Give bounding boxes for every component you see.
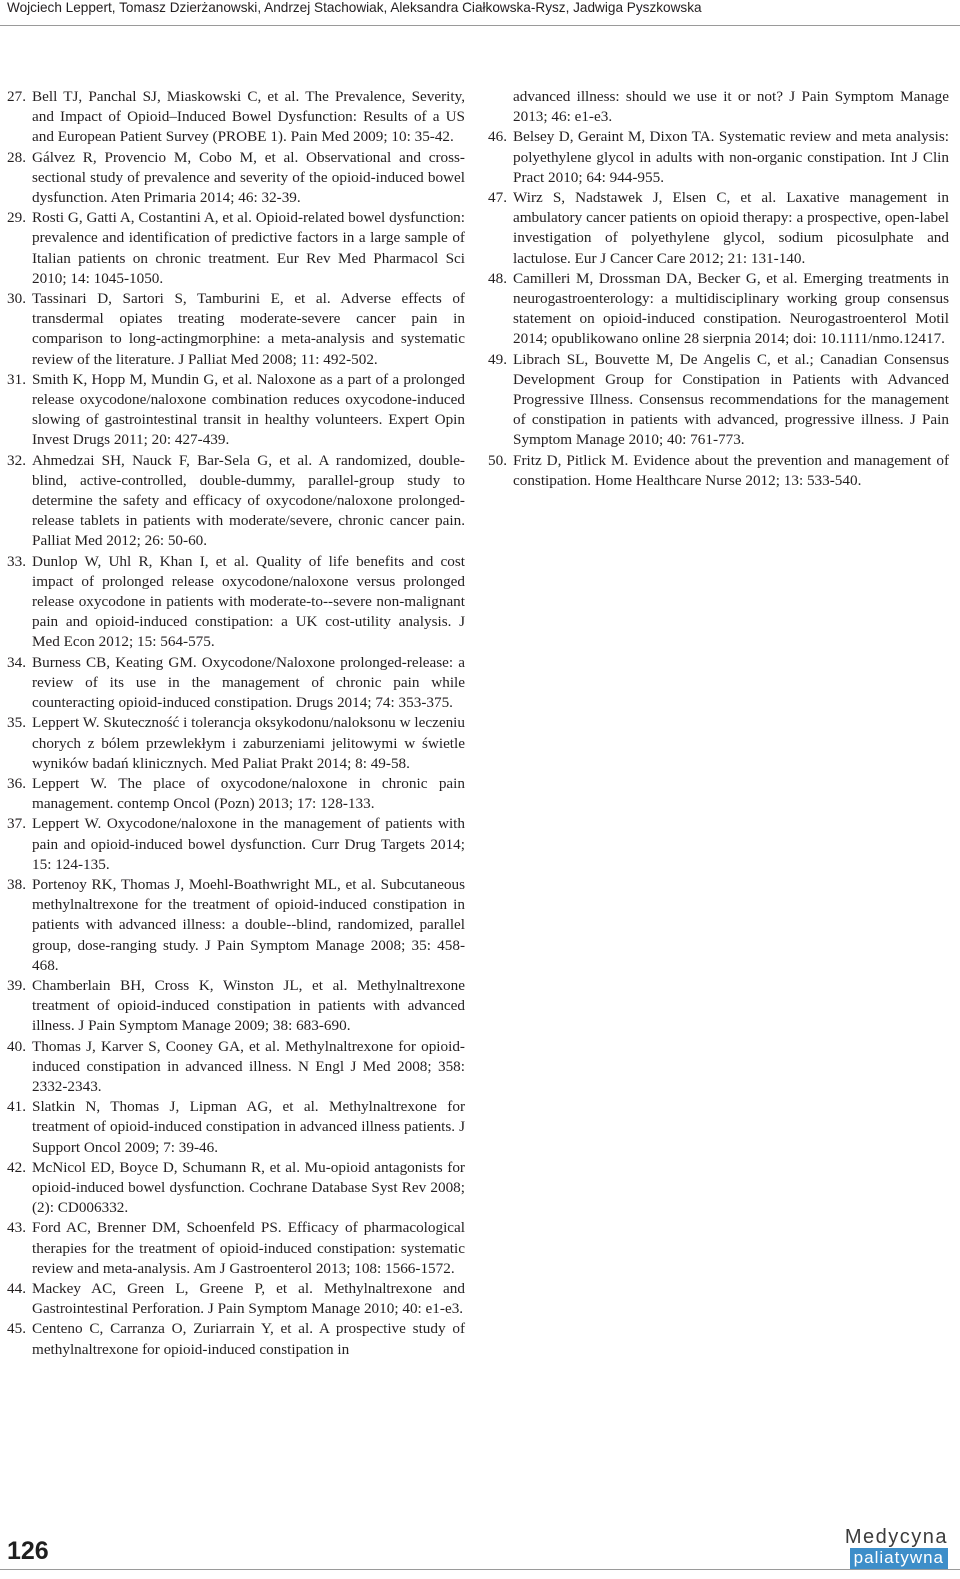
reference-number: 36. [7, 774, 26, 792]
reference-number: 32. [7, 451, 26, 469]
reference-item [7, 148, 465, 209]
reference-number: 28. [7, 148, 26, 166]
reference-number: 41. [7, 1098, 26, 1116]
reference-text: advanced illness: should we use it or not? J Pain Symptom Manage 2013; 46: e1-e3. [513, 88, 949, 126]
running-header-authors: Wojciech Leppert, Tomasz Dzierżanowski, Andrzej Stachowiak, Aleksandra Ciałkowska-Rysz, Jadwiga Pyszkowska [7, 0, 702, 15]
reference-number: 47. [488, 189, 507, 207]
reference-number: 43. [7, 1219, 26, 1237]
reference-number: 49. [488, 350, 507, 368]
reference-number: 33. [7, 552, 26, 570]
reference-number: 30. [7, 290, 26, 308]
reference-number: 50. [488, 451, 507, 469]
reference-number: 39. [7, 976, 26, 994]
reference-number: 29. [7, 209, 26, 227]
reference-text: Tassinari D, Sartori S, Tamburini E, et al. Adverse effects of transdermal opiates treating moderate-severe cancer pain in comparison to long-actingmorphine: a meta-analysis and systematic review of the literature. J Palliat Med 2008; 11: 492-502. [32, 290, 465, 368]
reference-number: 42. [7, 1158, 26, 1176]
reference-number: 44. [7, 1279, 26, 1297]
reference-item [488, 350, 949, 451]
reference-item [488, 269, 949, 350]
reference-item [7, 713, 465, 774]
reference-item [7, 1158, 465, 1219]
reference-text: Camilleri M, Drossman DA, Becker G, et al. Emerging treatments in neurogastroenterology: a multidisciplinary working group consensus statement on opioid-induced constipation. Neurogastroenterol Motil 2014; opublikowano online 28 sierpnia 2014; doi: 10.1111/nmo.12417. [513, 269, 949, 348]
references-right-column [488, 87, 949, 491]
reference-text: Leppert W. Oxycodone/naloxone in the management of patients with pain and opioid-induced bowel dysfunction. Curr Drug Targets 2014; 15: 124-135. [32, 815, 465, 873]
reference-text: Bell TJ, Panchal SJ, Miaskowski C, et al. The Prevalence, Severity, and Impact of Opioid–Induced Bowel Dysfunction: Results of a US and European Patient Survey (PROBE 1). Pain Med 2009; 10: 35-42. [32, 88, 465, 146]
reference-item [7, 774, 465, 814]
reference-item [7, 208, 465, 289]
logo-title-line: Medycyna [844, 1526, 948, 1548]
journal-logo [844, 1527, 948, 1569]
reference-text: Belsey D, Geraint M, Dixon TA. Systematic review and meta analysis: polyethylene glycol in adults with non-organic constipation. Int J Clin Pract 2010; 64: 944-955. [513, 128, 949, 186]
reference-text: McNicol ED, Boyce D, Schumann R, et al. Mu-opioid antagonists for opioid-induced bowel dysfunction. Cochrane Database Syst Rev 2008; (2): CD006332. [32, 1158, 465, 1217]
reference-text: Dunlop W, Uhl R, Khan I, et al. Quality of life benefits and cost impact of prolonged release oxycodone/naloxone versus prolonged release oxycodone in patients with moderate-to--severe non-malignant pain and opioid-induced constipation: a UK cost-utility analysis. J Med Econ 2012; 15: 564-575. [32, 552, 465, 651]
reference-item [7, 653, 465, 714]
references-left-column [7, 87, 465, 1360]
reference-item [7, 289, 465, 370]
reference-number: 37. [7, 815, 26, 833]
header-divider [0, 25, 960, 26]
reference-item [7, 875, 465, 976]
reference-number: 38. [7, 875, 26, 893]
reference-number: 45. [7, 1320, 26, 1338]
reference-text: Chamberlain BH, Cross K, Winston JL, et al. Methylnaltrexone treatment of opioid-induced constipation in patients with advanced illness. J Pain Symptom Manage 2009; 38: 683-690. [32, 976, 465, 1035]
reference-number: 34. [7, 653, 26, 671]
reference-text: Librach SL, Bouvette M, De Angelis C, et al.; Canadian Consensus Development Group for Constipation in Patients with Advanced Progressive Illness. Consensus recommendations for the management of constipation in patients with advanced, progressive illness. J Pain Symptom Manage 2010; 40: 761-773. [513, 350, 949, 449]
reference-text: Portenoy RK, Thomas J, Moehl-Boathwright ML, et al. Subcutaneous methylnaltrexone for the treatment of opioid-induced constipation in patients with advanced illness: a double--blind, randomized, parallel group, dose-ranging study. J Pain Symptom Manage 2008; 35: 458-468. [32, 875, 465, 974]
footer-divider [0, 1569, 960, 1570]
reference-item [7, 552, 465, 653]
reference-item [488, 87, 949, 127]
reference-item [7, 1037, 465, 1098]
reference-number: 46. [488, 128, 507, 146]
reference-item [7, 1097, 465, 1158]
reference-text: Leppert W. Skuteczność i tolerancja oksykodonu/naloksonu w leczeniu chorych z bólem przewlekłym i zaburzeniami jelitowymi w świetle wyników badań klinicznych. Med Paliat Prakt 2014; 8: 49-58. [32, 714, 465, 772]
reference-text: Wirz S, Nadstawek J, Elsen C, et al. Laxative management in ambulatory cancer patients on opioid therapy: a prospective, open-label investigation of polyethylene glycol, sodium picosulphate and lactulose. Eur J Cancer Care 2012; 21: 131-140. [513, 189, 949, 267]
reference-item [488, 127, 949, 188]
reference-text: Ford AC, Brenner DM, Schoenfeld PS. Efficacy of pharmacological therapies for the treatment of opioid-induced constipation: systematic review and meta-analysis. Am J Gastroenterol 2013; 108: 1566-1572. [32, 1219, 465, 1277]
reference-item [488, 451, 949, 491]
reference-text: Mackey AC, Green L, Greene P, et al. Methylnaltrexone and Gastrointestinal Perforation. J Pain Symptom Manage 2010; 40: e1-e3. [32, 1279, 465, 1318]
reference-item [7, 976, 465, 1037]
reference-item [7, 451, 465, 552]
reference-number: 27. [7, 88, 26, 105]
reference-text: Slatkin N, Thomas J, Lipman AG, et al. Methylnaltrexone for treatment of opioid-induced constipation in advanced illness patients. J Support Oncol 2009; 7: 39-46. [32, 1098, 465, 1156]
logo-subtitle-line: paliatywna [850, 1548, 948, 1569]
reference-number: 31. [7, 370, 26, 388]
reference-text: Burness CB, Keating GM. Oxycodone/Naloxone prolonged-release: a review of its use in the management of chronic pain while counteracting opioid-induced constipation. Drugs 2014; 74: 353-375. [32, 653, 465, 712]
reference-text: Ahmedzai SH, Nauck F, Bar-Sela G, et al. A randomized, double-blind, active-controlled, double-dummy, parallel-group study to determine the safety and efficacy of oxycodone/naloxone prolonged-release tablets in patients with moderate/severe, chronic cancer pain. Palliat Med 2012; 26: 50-60. [32, 451, 465, 550]
reference-text: Leppert W. The place of oxycodone/naloxone in chronic pain management. contemp Oncol (Pozn) 2013; 17: 128-133. [32, 774, 465, 813]
reference-item [7, 87, 465, 148]
reference-item [488, 188, 949, 269]
reference-item [7, 1218, 465, 1279]
page-number: 126 [7, 1537, 49, 1565]
reference-text: Rosti G, Gatti A, Costantini A, et al. Opioid-related bowel dysfunction: prevalence and identification of predictive factors in a large sample of Italian patients on chronic treatment. Eur Rev Med Pharmacol Sci 2010; 14: 1045-1050. [32, 209, 465, 287]
reference-text: Gálvez R, Provencio M, Cobo M, et al. Observational and cross-sectional study of prevalence and severity of the opioid-induced bowel dysfunction. Aten Primaria 2014; 46: 32-39. [32, 148, 465, 207]
reference-item [7, 814, 465, 875]
reference-text: Fritz D, Pitlick M. Evidence about the prevention and management of constipation. Home Healthcare Nurse 2012; 13: 533-540. [513, 451, 949, 489]
reference-item [7, 370, 465, 451]
reference-number: 48. [488, 269, 507, 287]
reference-item [7, 1319, 465, 1359]
reference-text: Thomas J, Karver S, Cooney GA, et al. Methylnaltrexone for opioid-induced constipation in advanced illness. N Engl J Med 2008; 358: 2332-2343. [32, 1037, 465, 1095]
reference-item [7, 1279, 465, 1319]
reference-text: Smith K, Hopp M, Mundin G, et al. Naloxone as a part of a prolonged release oxycodone/naloxone combination reduces oxycodone-induced slowing of gastrointestinal transit in healthy volunteers. Expert Opin Invest Drugs 2011; 20: 427-439. [32, 370, 465, 449]
reference-number: 40. [7, 1037, 26, 1055]
reference-number: 35. [7, 714, 26, 732]
reference-text: Centeno C, Carranza O, Zuriarrain Y, et al. A prospective study of methylnaltrexone for opioid-induced constipation in [32, 1320, 465, 1358]
